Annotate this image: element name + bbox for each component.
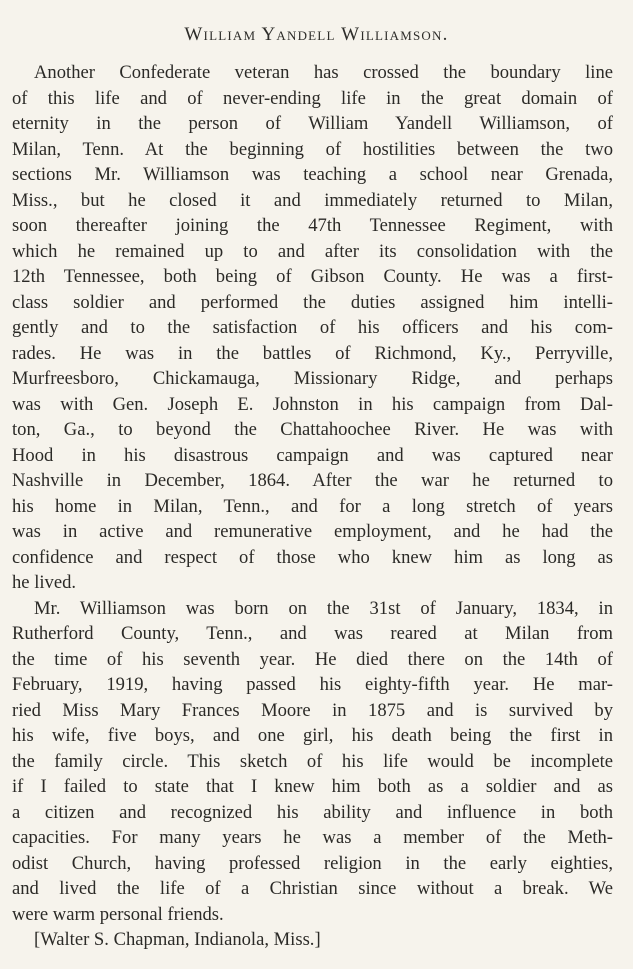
- text-line: Nashville in December, 1864. After the war he returned to: [12, 470, 613, 491]
- article-body: [12, 60, 613, 953]
- text-line: if I failed to state that I knew him both as a soldier and as: [12, 776, 613, 797]
- text-line: sections Mr. Williamson was teaching a school near Grenada,: [12, 164, 613, 185]
- paragraph-2: [12, 596, 613, 928]
- text-line: Another Confederate veteran has crossed the boundary line: [34, 62, 613, 83]
- text-line: Mr. Williamson was born on the 31st of January, 1834, in: [34, 597, 613, 619]
- text-line: the family circle. This sketch of his life would be incomplete: [12, 750, 613, 772]
- text-line: Miss., but he closed it and immediately returned to Milan,: [12, 189, 613, 211]
- running-header: William Yandell Williamson.: [184, 24, 449, 45]
- paragraph-1: [12, 60, 613, 596]
- author-signature: [Walter S. Chapman, Indianola, Miss.]: [34, 929, 321, 950]
- text-line: ton, Ga., to beyond the Chattahoochee River. He was with: [12, 419, 613, 440]
- text-line: gently and to the satisfaction of his officers and his com-: [12, 317, 613, 338]
- text-line: Milan, Tenn. At the beginning of hostilities between the two: [12, 138, 613, 160]
- text-line: he lived.: [12, 572, 77, 593]
- text-line: were warm personal friends.: [12, 903, 224, 925]
- text-line: which he remained up to and after its consolidation with the: [12, 240, 613, 262]
- text-line: and lived the life of a Christian since without a break. We: [12, 878, 613, 899]
- text-line: of this life and of never-ending life in the great domain of: [12, 87, 613, 109]
- text-line: Rutherford County, Tenn., and was reared at Milan from: [12, 623, 613, 644]
- text-line: 12th Tennessee, both being of Gibson County. He was a first-: [12, 266, 613, 287]
- text-line: eternity in the person of William Yandell Williamson, of: [12, 113, 613, 134]
- text-line: was with Gen. Joseph E. Johnston in his campaign from Dal-: [12, 393, 613, 415]
- text-line: Murfreesboro, Chickamauga, Missionary Ridge, and perhaps: [12, 368, 613, 389]
- text-line: capacities. For many years he was a member of the Meth-: [12, 827, 613, 848]
- text-line: class soldier and performed the duties assigned him intelli-: [12, 291, 613, 313]
- text-line: Hood in his disastrous campaign and was captured near: [12, 444, 613, 466]
- text-line: odist Church, having professed religion in the early eighties,: [12, 852, 613, 874]
- text-line: ried Miss Mary Frances Moore in 1875 and is survived by: [12, 699, 613, 721]
- text-line: soon thereafter joining the 47th Tennessee Regiment, with: [12, 215, 613, 236]
- text-line: confidence and respect of those who knew him as long as: [12, 546, 613, 568]
- text-line: a citizen and recognized his ability and influence in both: [12, 801, 613, 823]
- text-line: was in active and remunerative employment, and he had the: [12, 521, 613, 542]
- text-line: his home in Milan, Tenn., and for a long stretch of years: [12, 495, 613, 517]
- text-line: his wife, five boys, and one girl, his death being the first in: [12, 725, 613, 746]
- text-line: February, 1919, having passed his eighty-fifth year. He mar-: [12, 674, 613, 695]
- text-line: the time of his seventh year. He died there on the 14th of: [12, 648, 613, 670]
- text-line: rades. He was in the battles of Richmond, Ky., Perryville,: [12, 342, 613, 364]
